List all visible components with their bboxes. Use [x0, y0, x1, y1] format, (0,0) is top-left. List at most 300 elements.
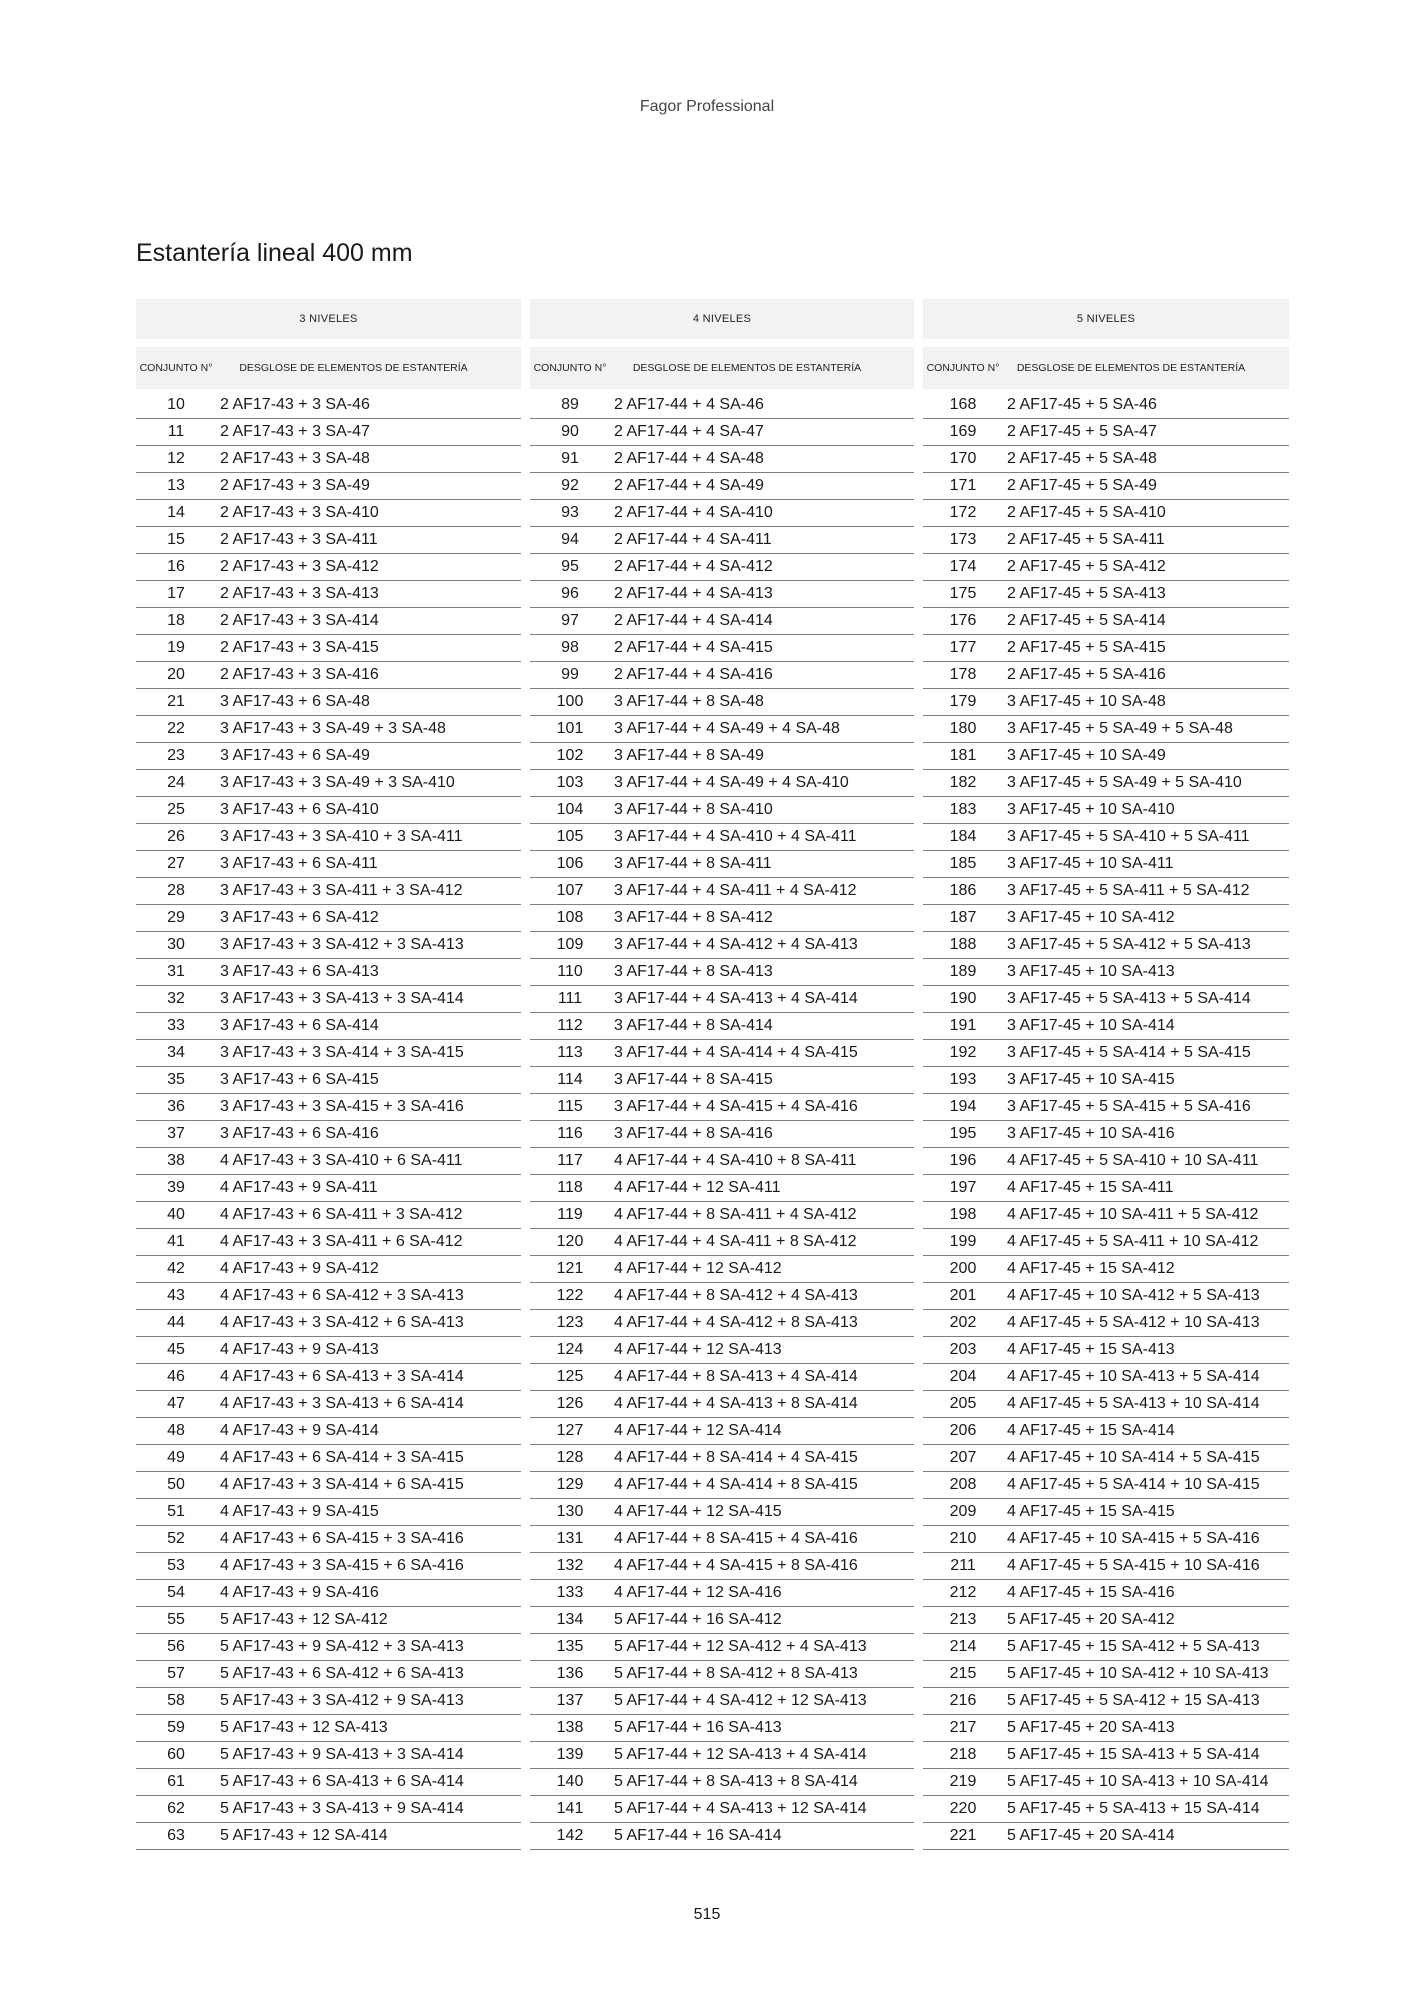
- element-breakdown: 3 AF17-43 + 3 SA-413 + 3 SA-414: [220, 990, 464, 1007]
- page-number: 515: [693, 1906, 721, 1923]
- set-number: 13: [167, 477, 185, 494]
- set-number: 49: [167, 1449, 185, 1466]
- set-number: 50: [167, 1476, 185, 1493]
- set-number: 63: [167, 1827, 185, 1844]
- table-row: [136, 608, 521, 635]
- table-row: [136, 959, 521, 986]
- table-row: [530, 770, 914, 797]
- element-breakdown: 3 AF17-43 + 6 SA-416: [220, 1125, 379, 1142]
- set-number: 211: [950, 1557, 976, 1574]
- set-number: 113: [557, 1044, 583, 1061]
- set-number: 95: [561, 558, 579, 575]
- table-row: [136, 1013, 521, 1040]
- element-breakdown: 4 AF17-43 + 3 SA-411 + 6 SA-412: [220, 1233, 463, 1250]
- set-number: 105: [556, 828, 584, 845]
- table-row: [923, 392, 1289, 419]
- table-level-header: 5 NIVELES: [923, 299, 1289, 339]
- set-number: 177: [949, 639, 977, 656]
- table-row: [530, 662, 914, 689]
- table-row: [923, 1526, 1289, 1553]
- element-breakdown: 3 AF17-45 + 5 SA-410 + 5 SA-411: [1007, 828, 1250, 845]
- set-number: 126: [556, 1395, 584, 1412]
- set-number: 21: [167, 693, 185, 710]
- table-row: [136, 1094, 521, 1121]
- set-number: 25: [167, 801, 185, 818]
- element-breakdown: 4 AF17-45 + 10 SA-413 + 5 SA-414: [1007, 1368, 1260, 1385]
- element-breakdown: 5 AF17-43 + 12 SA-412: [220, 1611, 388, 1628]
- table-row: [923, 797, 1289, 824]
- set-number: 44: [167, 1314, 185, 1331]
- element-breakdown: 3 AF17-44 + 8 SA-416: [614, 1125, 773, 1142]
- element-breakdown: 3 AF17-43 + 3 SA-411 + 3 SA-412: [220, 882, 463, 899]
- set-number: 214: [949, 1638, 977, 1655]
- element-breakdown: 2 AF17-44 + 4 SA-415: [614, 639, 773, 656]
- table-row: [923, 1310, 1289, 1337]
- table-row: [530, 1580, 914, 1607]
- element-breakdown: 3 AF17-44 + 8 SA-413: [614, 963, 773, 980]
- element-breakdown: 2 AF17-45 + 5 SA-413: [1007, 585, 1166, 602]
- table-row: [923, 554, 1289, 581]
- element-breakdown: 4 AF17-44 + 8 SA-411 + 4 SA-412: [614, 1206, 857, 1223]
- table-row: [923, 500, 1289, 527]
- set-number: 20: [167, 666, 185, 683]
- table-row: [136, 1796, 521, 1823]
- set-number: 220: [949, 1800, 977, 1817]
- table-row: [530, 743, 914, 770]
- set-number: 195: [949, 1125, 977, 1142]
- element-breakdown: 3 AF17-45 + 5 SA-411 + 5 SA-412: [1007, 882, 1250, 899]
- table-row: [923, 1202, 1289, 1229]
- set-number: 171: [949, 477, 977, 494]
- set-number: 110: [557, 963, 583, 980]
- set-number: 59: [167, 1719, 185, 1736]
- table-row: [530, 1472, 914, 1499]
- set-number: 104: [556, 801, 584, 818]
- set-number: 46: [167, 1368, 185, 1385]
- set-number: 204: [949, 1368, 977, 1385]
- element-breakdown: 5 AF17-45 + 15 SA-413 + 5 SA-414: [1007, 1746, 1260, 1763]
- element-breakdown: 3 AF17-44 + 8 SA-411: [614, 855, 772, 872]
- set-number: 175: [949, 585, 977, 602]
- element-breakdown: 2 AF17-43 + 3 SA-410: [220, 504, 379, 521]
- set-number: 210: [949, 1530, 977, 1547]
- element-breakdown: 2 AF17-43 + 3 SA-47: [220, 423, 370, 440]
- set-number: 212: [949, 1584, 977, 1601]
- element-breakdown: 3 AF17-44 + 8 SA-414: [614, 1017, 773, 1034]
- set-number: 18: [167, 612, 185, 629]
- element-breakdown: 4 AF17-44 + 4 SA-413 + 8 SA-414: [614, 1395, 858, 1412]
- set-number: 52: [167, 1530, 185, 1547]
- element-breakdown: 4 AF17-44 + 8 SA-415 + 4 SA-416: [614, 1530, 858, 1547]
- table-row: [923, 716, 1289, 743]
- set-number: 199: [949, 1233, 977, 1250]
- element-breakdown: 4 AF17-44 + 12 SA-415: [614, 1503, 782, 1520]
- table-row: [923, 527, 1289, 554]
- element-breakdown: 2 AF17-44 + 4 SA-47: [614, 423, 764, 440]
- column-header-breakdown: DESGLOSE DE ELEMENTOS DE ESTANTERÍA: [632, 361, 862, 374]
- set-number: 103: [556, 774, 584, 791]
- table-row: [136, 1337, 521, 1364]
- table-row: [530, 1661, 914, 1688]
- table-row: [530, 689, 914, 716]
- set-number: 193: [949, 1071, 977, 1088]
- element-breakdown: 5 AF17-45 + 10 SA-412 + 10 SA-413: [1007, 1665, 1269, 1682]
- element-breakdown: 3 AF17-45 + 5 SA-412 + 5 SA-413: [1007, 936, 1251, 953]
- element-breakdown: 2 AF17-45 + 5 SA-415: [1007, 639, 1166, 656]
- element-breakdown: 5 AF17-44 + 16 SA-413: [614, 1719, 782, 1736]
- set-number: 89: [561, 396, 579, 413]
- set-number: 17: [167, 585, 185, 602]
- element-breakdown: 5 AF17-45 + 10 SA-413 + 10 SA-414: [1007, 1773, 1269, 1790]
- set-number: 42: [167, 1260, 185, 1277]
- set-number: 40: [167, 1206, 185, 1223]
- element-breakdown: 4 AF17-45 + 5 SA-411 + 10 SA-412: [1007, 1233, 1259, 1250]
- element-breakdown: 3 AF17-43 + 3 SA-49 + 3 SA-48: [220, 720, 446, 737]
- element-breakdown: 3 AF17-45 + 10 SA-48: [1007, 693, 1166, 710]
- set-number: 208: [949, 1476, 977, 1493]
- element-breakdown: 5 AF17-44 + 8 SA-413 + 8 SA-414: [614, 1773, 858, 1790]
- table-row: [923, 662, 1289, 689]
- table-row: [530, 1526, 914, 1553]
- set-number: 15: [167, 531, 185, 548]
- table-5-niveles: [923, 299, 1289, 1850]
- set-number: 207: [949, 1449, 977, 1466]
- element-breakdown: 2 AF17-44 + 4 SA-49: [614, 477, 764, 494]
- table-4-niveles: [530, 299, 914, 1850]
- set-number: 22: [167, 720, 185, 737]
- table-row: [136, 1364, 521, 1391]
- table-row: [136, 1283, 521, 1310]
- table-row: [530, 905, 914, 932]
- table-row: [530, 1121, 914, 1148]
- set-number: 33: [167, 1017, 185, 1034]
- table-row: [530, 392, 914, 419]
- element-breakdown: 3 AF17-45 + 10 SA-411: [1007, 855, 1174, 872]
- table-row: [136, 770, 521, 797]
- element-breakdown: 5 AF17-44 + 4 SA-412 + 12 SA-413: [614, 1692, 867, 1709]
- set-number: 16: [167, 558, 185, 575]
- set-number: 180: [949, 720, 977, 737]
- table-row: [530, 1445, 914, 1472]
- set-number: 107: [556, 882, 584, 899]
- element-breakdown: 4 AF17-45 + 5 SA-410 + 10 SA-411: [1007, 1152, 1259, 1169]
- set-number: 136: [556, 1665, 584, 1682]
- element-breakdown: 4 AF17-45 + 5 SA-412 + 10 SA-413: [1007, 1314, 1260, 1331]
- table-row: [136, 1499, 521, 1526]
- table-row: [923, 824, 1289, 851]
- element-breakdown: 3 AF17-44 + 8 SA-49: [614, 747, 764, 764]
- set-number: 218: [949, 1746, 977, 1763]
- element-breakdown: 3 AF17-45 + 10 SA-49: [1007, 747, 1166, 764]
- column-header-set: CONJUNTO N°: [139, 361, 213, 374]
- element-breakdown: 3 AF17-44 + 8 SA-415: [614, 1071, 773, 1088]
- table-row: [923, 1364, 1289, 1391]
- set-number: 203: [949, 1341, 977, 1358]
- table-row: [136, 1310, 521, 1337]
- table-row: [530, 527, 914, 554]
- element-breakdown: 2 AF17-45 + 5 SA-46: [1007, 396, 1157, 413]
- table-row: [530, 1769, 914, 1796]
- table-row: [530, 1040, 914, 1067]
- table-row: [530, 473, 914, 500]
- element-breakdown: 4 AF17-43 + 6 SA-413 + 3 SA-414: [220, 1368, 464, 1385]
- element-breakdown: 3 AF17-44 + 4 SA-413 + 4 SA-414: [614, 990, 858, 1007]
- table-row: [136, 1607, 521, 1634]
- set-number: 34: [167, 1044, 185, 1061]
- table-row: [136, 986, 521, 1013]
- set-number: 38: [167, 1152, 185, 1169]
- element-breakdown: 2 AF17-45 + 5 SA-49: [1007, 477, 1157, 494]
- element-breakdown: 5 AF17-43 + 12 SA-414: [220, 1827, 388, 1844]
- set-number: 36: [167, 1098, 185, 1115]
- table-row: [530, 1634, 914, 1661]
- set-number: 142: [556, 1827, 584, 1844]
- column-header-breakdown: DESGLOSE DE ELEMENTOS DE ESTANTERÍA: [239, 361, 468, 374]
- element-breakdown: 2 AF17-44 + 4 SA-411: [614, 531, 772, 548]
- set-number: 55: [167, 1611, 185, 1628]
- element-breakdown: 4 AF17-43 + 9 SA-415: [220, 1503, 379, 1520]
- element-breakdown: 4 AF17-43 + 6 SA-412 + 3 SA-413: [220, 1287, 464, 1304]
- set-number: 132: [556, 1557, 584, 1574]
- table-row: [923, 1742, 1289, 1769]
- set-number: 121: [556, 1260, 584, 1277]
- table-row: [923, 1175, 1289, 1202]
- set-number: 172: [949, 504, 977, 521]
- table-row: [923, 1634, 1289, 1661]
- set-number: 56: [167, 1638, 185, 1655]
- element-breakdown: 4 AF17-43 + 3 SA-410 + 6 SA-411: [220, 1152, 463, 1169]
- set-number: 134: [556, 1611, 584, 1628]
- table-row: [923, 1391, 1289, 1418]
- table-row: [530, 1796, 914, 1823]
- element-breakdown: 3 AF17-43 + 6 SA-415: [220, 1071, 379, 1088]
- set-number: 100: [556, 693, 584, 710]
- set-number: 128: [556, 1449, 584, 1466]
- set-number: 115: [557, 1098, 583, 1115]
- element-breakdown: 5 AF17-44 + 8 SA-412 + 8 SA-413: [614, 1665, 858, 1682]
- element-breakdown: 3 AF17-43 + 6 SA-411: [220, 855, 378, 872]
- element-breakdown: 4 AF17-44 + 12 SA-412: [614, 1260, 782, 1277]
- table-row: [530, 1418, 914, 1445]
- table-row: [136, 1445, 521, 1472]
- column-header-set: CONJUNTO N°: [926, 361, 1000, 374]
- set-number: 39: [167, 1179, 185, 1196]
- table-row: [530, 959, 914, 986]
- element-breakdown: 4 AF17-43 + 6 SA-414 + 3 SA-415: [220, 1449, 464, 1466]
- table-row: [530, 1283, 914, 1310]
- element-breakdown: 5 AF17-44 + 12 SA-412 + 4 SA-413: [614, 1638, 867, 1655]
- table-row: [136, 689, 521, 716]
- element-breakdown: 5 AF17-45 + 15 SA-412 + 5 SA-413: [1007, 1638, 1260, 1655]
- table-row: [136, 1742, 521, 1769]
- set-number: 92: [561, 477, 579, 494]
- set-number: 96: [561, 585, 579, 602]
- table-row: [923, 1229, 1289, 1256]
- table-row: [530, 851, 914, 878]
- element-breakdown: 2 AF17-44 + 4 SA-412: [614, 558, 773, 575]
- table-row: [923, 446, 1289, 473]
- table-row: [530, 419, 914, 446]
- table-row: [136, 1715, 521, 1742]
- element-breakdown: 2 AF17-43 + 3 SA-48: [220, 450, 370, 467]
- element-breakdown: 4 AF17-45 + 10 SA-415 + 5 SA-416: [1007, 1530, 1260, 1547]
- element-breakdown: 2 AF17-45 + 5 SA-412: [1007, 558, 1166, 575]
- table-row: [136, 1769, 521, 1796]
- table-row: [923, 581, 1289, 608]
- element-breakdown: 3 AF17-43 + 6 SA-49: [220, 747, 370, 764]
- element-breakdown: 2 AF17-45 + 5 SA-414: [1007, 612, 1166, 629]
- element-breakdown: 2 AF17-45 + 5 SA-48: [1007, 450, 1157, 467]
- set-number: 98: [561, 639, 579, 656]
- set-number: 184: [949, 828, 977, 845]
- set-number: 178: [949, 666, 977, 683]
- element-breakdown: 5 AF17-43 + 3 SA-412 + 9 SA-413: [220, 1692, 464, 1709]
- element-breakdown: 3 AF17-44 + 4 SA-415 + 4 SA-416: [614, 1098, 858, 1115]
- table-row: [923, 689, 1289, 716]
- element-breakdown: 4 AF17-44 + 8 SA-412 + 4 SA-413: [614, 1287, 858, 1304]
- set-number: 213: [949, 1611, 977, 1628]
- table-row: [923, 1445, 1289, 1472]
- set-number: 197: [949, 1179, 977, 1196]
- table-row: [530, 1688, 914, 1715]
- element-breakdown: 3 AF17-43 + 6 SA-412: [220, 909, 379, 926]
- table-row: [530, 1013, 914, 1040]
- set-number: 179: [949, 693, 977, 710]
- table-row: [923, 1148, 1289, 1175]
- element-breakdown: 4 AF17-44 + 8 SA-413 + 4 SA-414: [614, 1368, 858, 1385]
- element-breakdown: 5 AF17-45 + 5 SA-412 + 15 SA-413: [1007, 1692, 1260, 1709]
- element-breakdown: 4 AF17-44 + 8 SA-414 + 4 SA-415: [614, 1449, 858, 1466]
- table-row: [136, 824, 521, 851]
- element-breakdown: 3 AF17-45 + 5 SA-414 + 5 SA-415: [1007, 1044, 1251, 1061]
- set-number: 102: [556, 747, 584, 764]
- set-number: 122: [556, 1287, 584, 1304]
- element-breakdown: 3 AF17-44 + 4 SA-411 + 4 SA-412: [614, 882, 857, 899]
- set-number: 29: [167, 909, 185, 926]
- table-row: [530, 1715, 914, 1742]
- element-breakdown: 3 AF17-44 + 8 SA-412: [614, 909, 773, 926]
- set-number: 119: [557, 1206, 583, 1223]
- element-breakdown: 2 AF17-45 + 5 SA-47: [1007, 423, 1157, 440]
- set-number: 57: [167, 1665, 185, 1682]
- element-breakdown: 5 AF17-44 + 16 SA-414: [614, 1827, 782, 1844]
- table-row: [530, 1364, 914, 1391]
- table-row: [136, 1688, 521, 1715]
- element-breakdown: 3 AF17-44 + 4 SA-410 + 4 SA-411: [614, 828, 857, 845]
- element-breakdown: 3 AF17-45 + 10 SA-416: [1007, 1125, 1175, 1142]
- table-row: [923, 1013, 1289, 1040]
- set-number: 94: [561, 531, 579, 548]
- element-breakdown: 2 AF17-44 + 4 SA-414: [614, 612, 773, 629]
- set-number: 109: [556, 936, 584, 953]
- element-breakdown: 3 AF17-43 + 6 SA-414: [220, 1017, 379, 1034]
- table-row: [136, 1229, 521, 1256]
- element-breakdown: 4 AF17-45 + 15 SA-415: [1007, 1503, 1175, 1520]
- set-number: 47: [167, 1395, 185, 1412]
- element-breakdown: 5 AF17-45 + 20 SA-413: [1007, 1719, 1175, 1736]
- set-number: 215: [949, 1665, 977, 1682]
- set-number: 117: [557, 1152, 583, 1169]
- element-breakdown: 4 AF17-45 + 5 SA-413 + 10 SA-414: [1007, 1395, 1260, 1412]
- table-row: [530, 986, 914, 1013]
- element-breakdown: 5 AF17-45 + 20 SA-414: [1007, 1827, 1175, 1844]
- set-number: 123: [556, 1314, 584, 1331]
- table-row: [530, 1337, 914, 1364]
- set-number: 26: [167, 828, 185, 845]
- table-row: [136, 635, 521, 662]
- element-breakdown: 2 AF17-43 + 3 SA-414: [220, 612, 379, 629]
- table-row: [530, 1202, 914, 1229]
- element-breakdown: 4 AF17-45 + 10 SA-412 + 5 SA-413: [1007, 1287, 1260, 1304]
- set-number: 139: [556, 1746, 584, 1763]
- set-number: 108: [556, 909, 584, 926]
- element-breakdown: 4 AF17-45 + 10 SA-414 + 5 SA-415: [1007, 1449, 1260, 1466]
- set-number: 191: [949, 1017, 977, 1034]
- table-row: [530, 1148, 914, 1175]
- set-number: 198: [949, 1206, 977, 1223]
- table-row: [530, 635, 914, 662]
- set-number: 43: [167, 1287, 185, 1304]
- table-row: [530, 1229, 914, 1256]
- table-row: [136, 1553, 521, 1580]
- element-breakdown: 3 AF17-43 + 3 SA-49 + 3 SA-410: [220, 774, 455, 791]
- set-number: 35: [167, 1071, 185, 1088]
- column-header-set: CONJUNTO N°: [533, 361, 607, 374]
- table-row: [530, 1067, 914, 1094]
- set-number: 51: [167, 1503, 185, 1520]
- element-breakdown: 3 AF17-43 + 3 SA-414 + 3 SA-415: [220, 1044, 464, 1061]
- table-row: [923, 986, 1289, 1013]
- element-breakdown: 4 AF17-45 + 15 SA-413: [1007, 1341, 1175, 1358]
- set-number: 174: [949, 558, 977, 575]
- table-row: [136, 1661, 521, 1688]
- table-row: [923, 932, 1289, 959]
- set-number: 137: [556, 1692, 584, 1709]
- set-number: 31: [167, 963, 185, 980]
- table-column-headers: [136, 347, 521, 389]
- element-breakdown: 5 AF17-43 + 6 SA-413 + 6 SA-414: [220, 1773, 464, 1790]
- set-number: 202: [949, 1314, 977, 1331]
- table-row: [136, 392, 521, 419]
- table-row: [136, 446, 521, 473]
- element-breakdown: 2 AF17-44 + 4 SA-46: [614, 396, 764, 413]
- table-row: [923, 608, 1289, 635]
- table-row: [136, 1067, 521, 1094]
- element-breakdown: 2 AF17-43 + 3 SA-416: [220, 666, 379, 683]
- table-row: [530, 878, 914, 905]
- table-column-headers: [530, 347, 914, 389]
- element-breakdown: 4 AF17-45 + 10 SA-411 + 5 SA-412: [1007, 1206, 1259, 1223]
- table-row: [136, 1391, 521, 1418]
- set-number: 217: [949, 1719, 977, 1736]
- set-number: 216: [949, 1692, 977, 1709]
- element-breakdown: 4 AF17-43 + 9 SA-413: [220, 1341, 379, 1358]
- set-number: 58: [167, 1692, 185, 1709]
- set-number: 194: [949, 1098, 977, 1115]
- element-breakdown: 4 AF17-45 + 15 SA-416: [1007, 1584, 1175, 1601]
- element-breakdown: 5 AF17-43 + 12 SA-413: [220, 1719, 388, 1736]
- element-breakdown: 2 AF17-45 + 5 SA-411: [1007, 531, 1165, 548]
- table-row: [530, 608, 914, 635]
- set-number: 97: [561, 612, 579, 629]
- table-row: [923, 473, 1289, 500]
- element-breakdown: 3 AF17-43 + 3 SA-412 + 3 SA-413: [220, 936, 464, 953]
- table-row: [136, 1418, 521, 1445]
- element-breakdown: 3 AF17-43 + 6 SA-48: [220, 693, 370, 710]
- page-title: Estantería lineal 400 mm: [136, 238, 413, 267]
- element-breakdown: 5 AF17-44 + 16 SA-412: [614, 1611, 782, 1628]
- element-breakdown: 4 AF17-43 + 3 SA-412 + 6 SA-413: [220, 1314, 464, 1331]
